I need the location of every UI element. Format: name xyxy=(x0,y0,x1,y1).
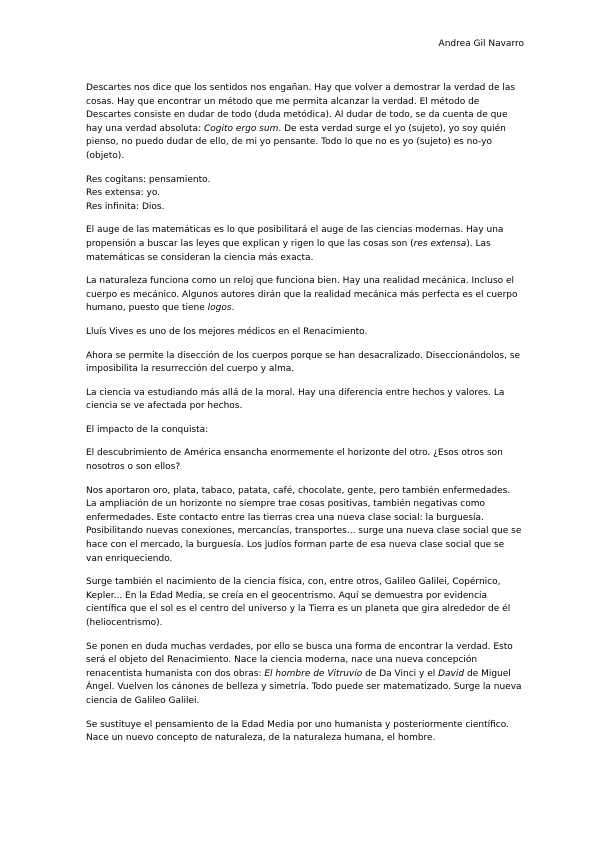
text-run: El auge de las matemáticas es lo que posibilitará el auge de las ciencias modernas. Hay una propensión a buscar las leyes que explican y rigen lo que las cosas son ( xyxy=(86,225,504,249)
paragraph-america: El descubrimiento de América ensancha enormemente el horizonte del otro. ¿Esos otros son nosotros o son ellos? xyxy=(86,448,503,473)
paragraph-matematicas xyxy=(86,224,523,265)
italic-phrase: logos xyxy=(207,303,232,314)
text-run: de Da Vinci y el xyxy=(362,668,439,679)
document-body xyxy=(86,82,523,756)
italic-phrase: Cogito ergo sum xyxy=(203,123,279,134)
res-extensa-line: Res extensa: yo. xyxy=(86,188,161,199)
paragraph-renacimiento xyxy=(86,641,523,709)
paragraph-ciencia-fisica: Surge también el nacimiento de la ciencia física, con, entre otros, Galileo Galilei, Copérnico, Kepler... En la Edad Media, se creía en el geocentrismo. Aquí se demuestra por evidencia científica que el sol es el centro del universo y la Tierra es un planeta que gira alrededor de él (heliocentrismo). xyxy=(86,577,511,628)
paragraph-descartes xyxy=(86,82,523,164)
res-cogitans-line: Res cogitans: pensamiento. xyxy=(86,174,211,185)
paragraph-aportaciones: Nos aportaron oro, plata, tabaco, patata, café, chocolate, gente, pero también enfermedades. La ampliación de un horizonte no siempre trae cosas positivas, también negativas como enfermedades. Este contacto entre las tierras crea una nueva clase social: la burguesía. Posibilitando nuevas conexiones, mercancías, transportes... surge una nueva clase social que se hace con el mercado, la burguesía. Los judíos forman parte de esa nueva clase social que se van enriqueciendo. xyxy=(86,485,522,564)
paragraph-vives: Lluís Vives es uno de los mejores médicos en el Renacimiento. xyxy=(86,326,368,337)
text-run: de Miguel Ángel. Vuelven los cánones de belleza y simetría. Todo puede ser matematizado. Surge la nueva ciencia de Galileo Galilei. xyxy=(86,668,522,706)
italic-phrase: David xyxy=(438,668,465,679)
res-infinita-line: Res infinita: Dios. xyxy=(86,201,165,212)
paragraph-impacto-heading: El impacto de la conquista: xyxy=(86,424,209,435)
text-run: La naturaleza funciona como un reloj que funciona bien. Hay una realidad mecánica. Incluso el cuerpo es mecánico. Algunos autores dirán que la realidad mecánica más perfecta es el cuerpo humano, puesto que tiene xyxy=(86,276,518,314)
text-run: Se ponen en duda muchas verdades, por ello se busca una forma de encontrar la verdad. Esto será el objeto del Renacimiento. Nace la ciencia moderna, nace una nueva concepción renacentista humanista con dos obras: xyxy=(86,641,513,679)
paragraph-diseccion: Ahora se permite la disección de los cuerpos porque se han desacralizado. Diseccionándolos, se imposibilita la resurrección del cuerpo y alma. xyxy=(86,350,521,375)
text-run: ). Las matemáticas se consideran la ciencia más exacta. xyxy=(86,238,491,263)
paragraph-naturaleza xyxy=(86,275,523,316)
paragraph-humanismo: Se sustituye el pensamiento de la Edad Media por uno humanista y posteriormente científico. Nace un nuevo concepto de naturaleza, de la naturaleza humana, el hombre. xyxy=(86,719,509,744)
text-run: . xyxy=(231,303,235,314)
text-run: . De esta verdad surge el yo (sujeto), yo soy quién pienso, no puedo dudar de ello, de mi yo pensante. Todo lo que no es yo (sujeto) es no-yo (objeto). xyxy=(86,123,506,161)
author-name: Andrea Gil Navarro xyxy=(438,39,524,49)
italic-phrase: El hombre de Vitruvio xyxy=(264,668,363,679)
paragraph-ciencia-moral: La ciencia va estudiando más allá de la moral. Hay una diferencia entre hechos y valores. La ciencia se ve afectada por hechos. xyxy=(86,387,505,412)
text-run: Descartes nos dice que los sentidos nos engañan. Hay que volver a demostrar la verdad de las cosas. Hay que encontrar un método que me permita alcanzar la verdad. El método de Descartes consiste en dudar de todo (duda metódica). Al dudar de todo, se da cuenta de que hay una verdad absoluta: xyxy=(86,83,516,134)
italic-phrase: res extensa xyxy=(413,238,467,249)
